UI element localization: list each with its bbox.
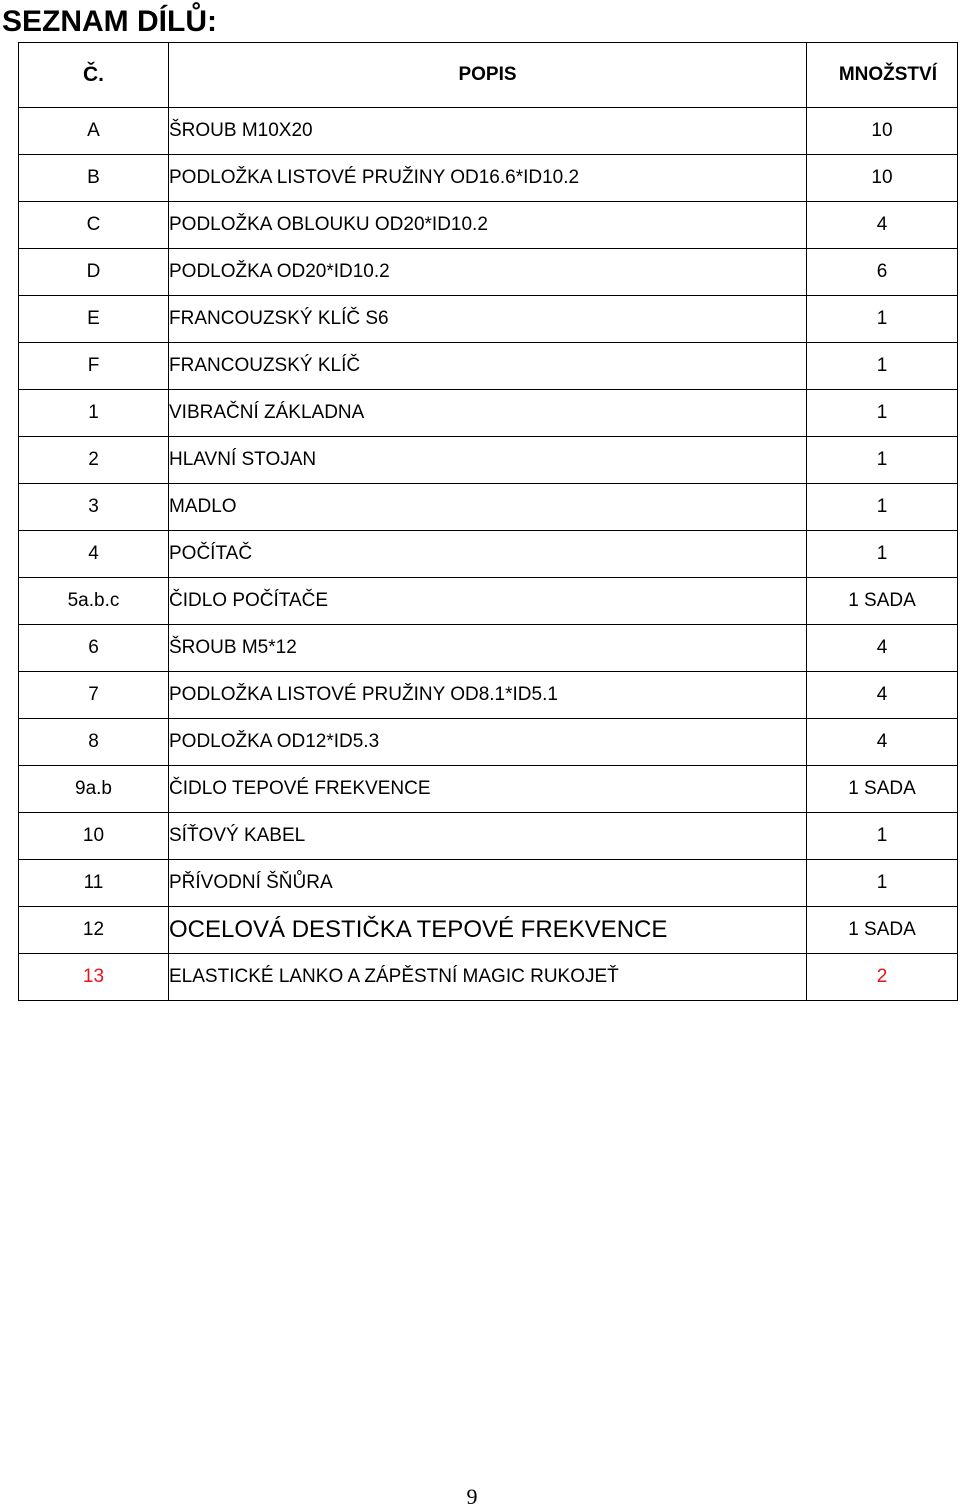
part-quantity: 10 bbox=[807, 155, 958, 202]
part-number: 4 bbox=[19, 531, 169, 578]
table-row bbox=[19, 625, 958, 672]
part-number: 9a.b bbox=[19, 766, 169, 813]
part-quantity: 4 bbox=[807, 202, 958, 249]
column-header-quantity: MNOŽSTVÍ bbox=[807, 43, 958, 108]
part-quantity: 1 SADA bbox=[807, 578, 958, 625]
table-row bbox=[19, 531, 958, 578]
part-number: C bbox=[19, 202, 169, 249]
part-number: 13 bbox=[19, 954, 169, 1001]
part-description: OCELOVÁ DESTIČKA TEPOVÉ FREKVENCE bbox=[169, 907, 807, 954]
part-quantity: 4 bbox=[807, 719, 958, 766]
table-row bbox=[19, 484, 958, 531]
part-quantity: 1 bbox=[807, 296, 958, 343]
table-row bbox=[19, 813, 958, 860]
part-description: ČIDLO POČÍTAČE bbox=[169, 578, 807, 625]
table-row bbox=[19, 860, 958, 907]
part-description: ELASTICKÉ LANKO A ZÁPĚSTNÍ MAGIC RUKOJEŤ bbox=[169, 954, 807, 1001]
part-number: 8 bbox=[19, 719, 169, 766]
column-header-description: POPIS bbox=[169, 43, 807, 108]
part-number: 2 bbox=[19, 437, 169, 484]
table-row bbox=[19, 954, 958, 1001]
part-description: PODLOŽKA OD12*ID5.3 bbox=[169, 719, 807, 766]
part-quantity: 4 bbox=[807, 672, 958, 719]
part-description: ŠROUB M10X20 bbox=[169, 108, 807, 155]
table-row bbox=[19, 296, 958, 343]
part-description: MADLO bbox=[169, 484, 807, 531]
part-description: PŘÍVODNÍ ŠŇŮRA bbox=[169, 860, 807, 907]
part-description: HLAVNÍ STOJAN bbox=[169, 437, 807, 484]
part-description: ČIDLO TEPOVÉ FREKVENCE bbox=[169, 766, 807, 813]
part-quantity: 1 bbox=[807, 484, 958, 531]
part-description: FRANCOUZSKÝ KLÍČ S6 bbox=[169, 296, 807, 343]
part-quantity: 4 bbox=[807, 625, 958, 672]
part-description: PODLOŽKA LISTOVÉ PRUŽINY OD16.6*ID10.2 bbox=[169, 155, 807, 202]
page-number: 9 bbox=[466, 1484, 478, 1509]
table-row bbox=[19, 390, 958, 437]
part-number: 3 bbox=[19, 484, 169, 531]
part-description: POČÍTAČ bbox=[169, 531, 807, 578]
parts-list-table bbox=[18, 42, 958, 1001]
part-number: D bbox=[19, 249, 169, 296]
page-title: SEZNAM DÍLŮ: bbox=[2, 5, 217, 38]
part-number: 10 bbox=[19, 813, 169, 860]
part-description: SÍŤOVÝ KABEL bbox=[169, 813, 807, 860]
part-quantity: 6 bbox=[807, 249, 958, 296]
part-description: FRANCOUZSKÝ KLÍČ bbox=[169, 343, 807, 390]
table-row bbox=[19, 907, 958, 954]
column-header-number: Č. bbox=[19, 43, 169, 108]
table-header-row bbox=[19, 43, 958, 108]
part-quantity: 1 bbox=[807, 531, 958, 578]
part-number: A bbox=[19, 108, 169, 155]
table-row bbox=[19, 202, 958, 249]
table-row bbox=[19, 155, 958, 202]
table-row bbox=[19, 437, 958, 484]
part-number: 5a.b.c bbox=[19, 578, 169, 625]
table-row bbox=[19, 719, 958, 766]
part-description: PODLOŽKA LISTOVÉ PRUŽINY OD8.1*ID5.1 bbox=[169, 672, 807, 719]
part-number: B bbox=[19, 155, 169, 202]
table-row bbox=[19, 249, 958, 296]
part-number: 1 bbox=[19, 390, 169, 437]
table-row bbox=[19, 108, 958, 155]
part-number: 11 bbox=[19, 860, 169, 907]
table-row bbox=[19, 766, 958, 813]
part-number: E bbox=[19, 296, 169, 343]
part-number: 12 bbox=[19, 907, 169, 954]
part-quantity: 1 bbox=[807, 437, 958, 484]
part-quantity: 1 bbox=[807, 813, 958, 860]
part-number: F bbox=[19, 343, 169, 390]
part-quantity: 1 SADA bbox=[807, 907, 958, 954]
part-quantity: 1 bbox=[807, 860, 958, 907]
part-number: 6 bbox=[19, 625, 169, 672]
table-row bbox=[19, 672, 958, 719]
table-row bbox=[19, 343, 958, 390]
part-quantity: 1 bbox=[807, 390, 958, 437]
part-quantity: 10 bbox=[807, 108, 958, 155]
part-description: VIBRAČNÍ ZÁKLADNA bbox=[169, 390, 807, 437]
part-number: 7 bbox=[19, 672, 169, 719]
part-quantity: 2 bbox=[807, 954, 958, 1001]
part-quantity: 1 SADA bbox=[807, 766, 958, 813]
part-description: PODLOŽKA OD20*ID10.2 bbox=[169, 249, 807, 296]
part-quantity: 1 bbox=[807, 343, 958, 390]
table-row bbox=[19, 578, 958, 625]
part-description: PODLOŽKA OBLOUKU OD20*ID10.2 bbox=[169, 202, 807, 249]
part-description: ŠROUB M5*12 bbox=[169, 625, 807, 672]
